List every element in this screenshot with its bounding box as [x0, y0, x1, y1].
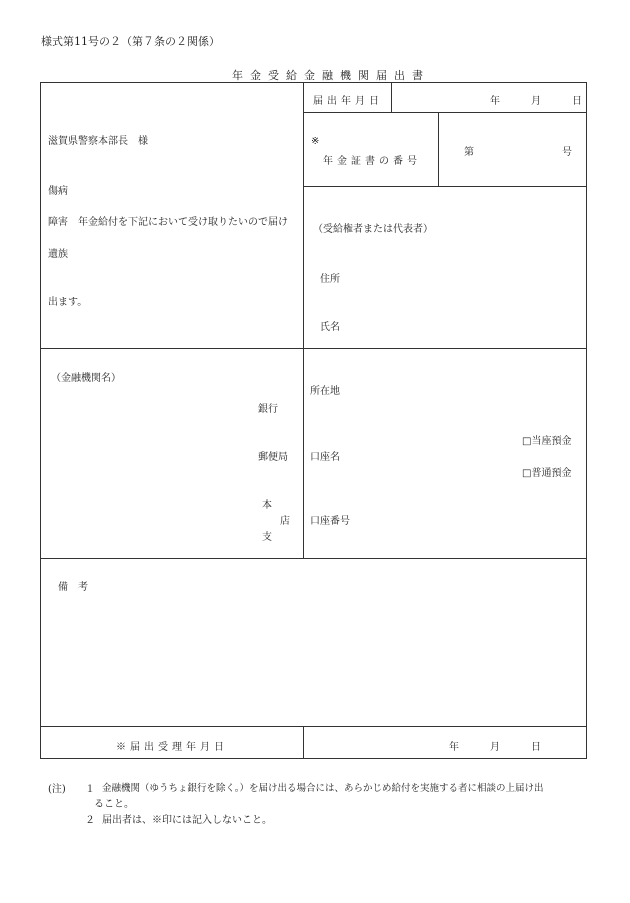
recipient: 滋賀県警察本部長 様	[48, 136, 148, 147]
note-2-text: 届出者は、※印には記入しないこと。	[102, 815, 272, 826]
receipt-day: 日	[531, 742, 541, 753]
pension-cert-label: 年金証書の番号	[323, 156, 421, 167]
filing-date-month: 月	[531, 96, 541, 107]
applicant-name-label: 氏名	[320, 322, 340, 333]
filing-date-year: 年	[490, 96, 500, 107]
applicant-label: （受給権者または代表者）	[313, 224, 433, 235]
bank-suffix: 銀行	[258, 404, 278, 415]
pension-cert-mark: ※	[311, 136, 320, 147]
post-office-suffix: 郵便局	[258, 452, 288, 463]
receipt-label: ※届出受理年月日	[116, 742, 228, 753]
branch-sub: 支	[262, 532, 272, 543]
filing-date-label: 届出年月日	[313, 96, 383, 107]
statement-line-2: 出ます。	[48, 297, 88, 308]
type-disability: 障害	[48, 217, 68, 228]
note-1-line-2: ること。	[94, 799, 134, 810]
location-label: 所在地	[310, 386, 340, 397]
filing-date-day: 日	[572, 96, 582, 107]
receipt-year: 年	[449, 742, 459, 753]
applicant-address-label: 住所	[320, 274, 340, 285]
note-1-line-1: 金融機関（ゆうちょ銀行を除く。）を届け出る場合には、あらかじめ給付を実施する者に相談の上届け出	[102, 783, 544, 794]
form-number: 様式第11号の２（第７条の２関係）	[41, 35, 220, 48]
account-number-label: 口座番号	[310, 516, 350, 527]
branch-shop: 店	[280, 516, 290, 527]
type-survivor: 遺族	[48, 249, 68, 260]
account-type-current[interactable]: □当座預金	[522, 436, 572, 447]
account-type-savings[interactable]: □普通預金	[522, 468, 572, 479]
statement-line-1: 年金給付を下記において受け取りたいので届け	[78, 217, 288, 228]
pension-number-suffix: 号	[562, 147, 572, 158]
pension-number-prefix: 第	[464, 147, 474, 158]
receipt-month: 月	[490, 742, 500, 753]
branch-main: 本	[262, 500, 272, 511]
form-title: 年金受給金融機関届出書	[232, 69, 430, 82]
bank-name-label: （金融機関名）	[51, 373, 121, 384]
remarks-label: 備 考	[58, 582, 88, 593]
account-name-label: 口座名	[310, 452, 340, 463]
note-2-number: ２	[85, 815, 95, 826]
note-1-number: １	[85, 784, 95, 795]
type-injury: 傷病	[48, 186, 68, 197]
notes-prefix: (注)	[48, 784, 66, 795]
